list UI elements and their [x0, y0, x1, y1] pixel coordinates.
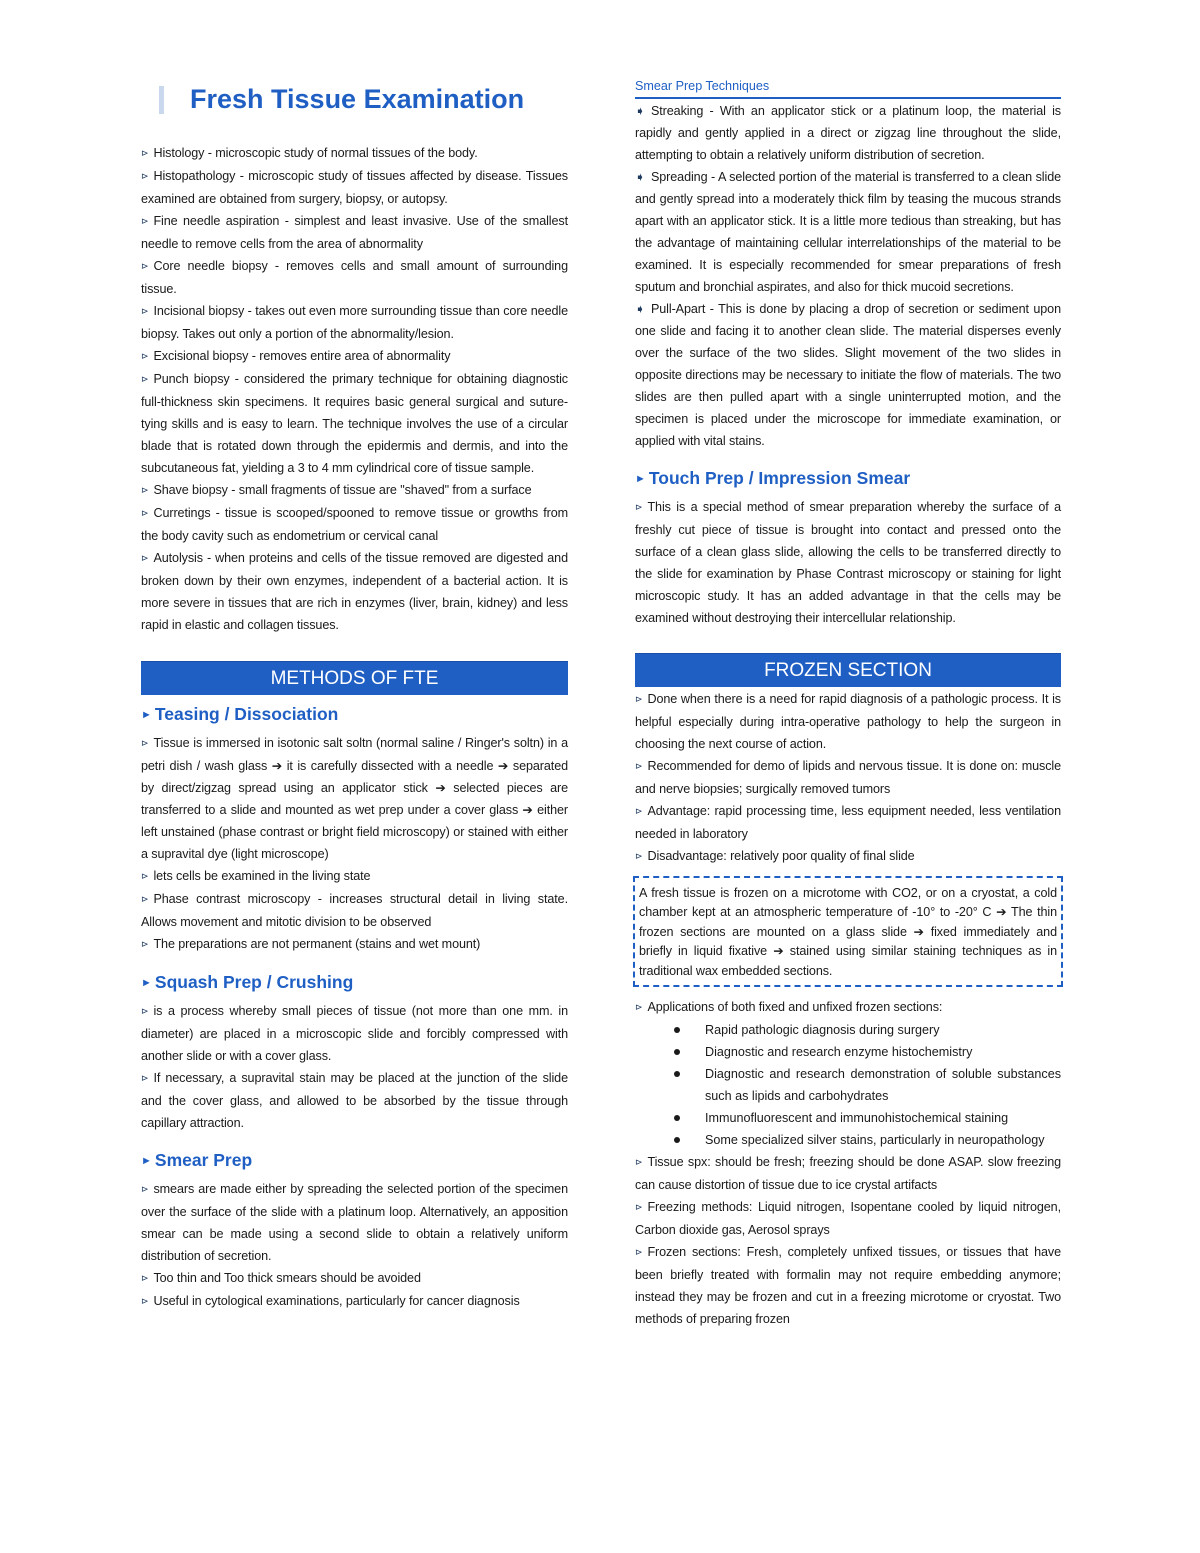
- bullet-icon: ⊳: [141, 1073, 149, 1083]
- frozen-section-banner: FROZEN SECTION: [635, 653, 1061, 687]
- heading-arrow-icon: ►: [141, 977, 152, 989]
- smear-heading: ► Smear Prep: [141, 1150, 253, 1170]
- applications-intro: ⊳ Applications of both fixed and unfixed frozen sections:: [635, 1000, 943, 1015]
- frozen-item: ⊳ Disadvantage: relatively poor quality of final slide: [635, 849, 915, 863]
- squash-list: [141, 1000, 568, 1134]
- bullet-icon: ⊳: [635, 1202, 643, 1213]
- bullet-icon: ⊳: [141, 894, 149, 904]
- bullet-icon: ⊳: [141, 216, 149, 226]
- teasing-item: ⊳ lets cells be examined in the living state: [141, 869, 371, 883]
- bullet-icon: ⊳: [635, 694, 643, 704]
- bullet-icon: ⊳: [635, 1247, 643, 1258]
- bullet-icon: ⊳: [141, 871, 149, 881]
- bullet-icon: ⊳: [141, 148, 149, 158]
- bullet-icon: ⊳: [141, 485, 149, 495]
- bullet-icon: ⊳: [141, 1296, 149, 1306]
- bullet-icon: ⊳: [635, 761, 643, 771]
- applications-list: [635, 1019, 1061, 1151]
- intro-item: ⊳ Shave biopsy - small fragments of tissue are "shaved" from a surface: [141, 483, 532, 497]
- squash-item: ⊳ is a process whereby small pieces of tissue (not more than one mm. in diameter) are placed in a microscopic slide and forcibly compressed with another slide or with a cover glass.: [141, 1004, 568, 1063]
- smear-techniques-list: [635, 100, 1061, 452]
- bullet-icon: ⊳: [141, 374, 149, 384]
- right-column: [635, 76, 1061, 1330]
- bullet-icon: ⊳: [635, 502, 643, 512]
- application-item: Immunofluorescent and immunohistochemical staining: [635, 1107, 1061, 1129]
- squash-item: ⊳ If necessary, a supravital stain may be placed at the junction of the slide and the cover glass, and allowed to be absorbed by the tissue through capillary attraction.: [141, 1071, 568, 1130]
- heading-arrow-icon: ►: [141, 1155, 152, 1167]
- technique-arrow-icon: ➧: [635, 170, 645, 184]
- intro-item: ⊳ Histology - microscopic study of normal tissues of the body.: [141, 146, 478, 160]
- smear-techniques-heading: Smear Prep Techniques: [635, 76, 1061, 99]
- frozen-tail-list: [635, 1151, 1061, 1330]
- teasing-heading: ► Teasing / Dissociation: [141, 704, 339, 724]
- frozen-item: ⊳ Advantage: rapid processing time, less equipment needed, less ventilation needed in laboratory: [635, 804, 1061, 841]
- frozen-tail-item: ⊳ Freezing methods: Liquid nitrogen, Isopentane cooled by liquid nitrogen, Carbon dioxide gas, Aerosol sprays: [635, 1200, 1061, 1238]
- heading-arrow-icon: ►: [141, 709, 152, 721]
- intro-item: ⊳ Incisional biopsy - takes out even more surrounding tissue than core needle biopsy. Takes out only a portion of the abnormality/lesion.: [141, 304, 568, 341]
- methods-banner: METHODS OF FTE: [141, 661, 568, 695]
- teasing-item: ⊳ Tissue is immersed in isotonic salt soltn (normal saline / Ringer's soltn) in a petri dish / wash glass ➔ it is carefully dissected with a needle ➔ separated by direct/zigzag spread using an applicator stick ➔ selected pieces are transferred to a slide and mounted as wet prep under a cover glass ➔ either left unstained (phase contrast or bright field microscopy) or stained with either a supravital dye (light microscope): [141, 736, 568, 861]
- bullet-icon: ⊳: [141, 306, 149, 316]
- squash-heading: ► Squash Prep / Crushing: [141, 972, 354, 992]
- technique-item: ➧ Spreading - A selected portion of the material is transferred to a clean slide and gently spread into a moderately thick film by teasing the mucous strands apart with an applicator stick. It is a little more tedious than streaking, but has the advantage of maintaining cellular interrelationships of the material to be examined. It is especially recommended for smear preparations of fresh sputum and bronchial aspirates, and also for thick mucoid secretions.: [635, 170, 1061, 294]
- bullet-icon: ⊳: [635, 1157, 643, 1168]
- intro-item: ⊳ Curretings - tissue is scooped/spooned to remove tissue or growths from the body cavity such as endometrium or cervical canal: [141, 506, 568, 543]
- frozen-process-text: A fresh tissue is frozen on a microtome with CO2, or on a cryostat, a cold chamber kept at an atmospheric temperature of -10° to -20° C ➔ The thin frozen sections are mounted on a glass slide ➔ fixed immediately and briefly in liquid fixative ➔ stained using similar staining techniques as in traditional wax embedded sections.: [639, 886, 1057, 978]
- title-accent-bar: [159, 86, 164, 114]
- intro-item: ⊳ Histopathology - microscopic study of tissues affected by disease. Tissues examined are obtained from surgery, biopsy, or autopsy.: [141, 169, 568, 206]
- application-item: Diagnostic and research enzyme histochemistry: [635, 1041, 1061, 1063]
- application-item: Diagnostic and research demonstration of soluble substances such as lipids and carbohydrates: [635, 1063, 1061, 1107]
- intro-item: ⊳ Autolysis - when proteins and cells of the tissue removed are digested and broken down by their own enzymes, independent of a bacterial action. It is more severe in tissues that are rich in enzymes (liver, brain, kidney) and less rapid in elastic and collagen tissues.: [141, 551, 568, 632]
- technique-arrow-icon: ➧: [635, 302, 645, 316]
- bullet-icon: ⊳: [635, 851, 643, 861]
- technique-arrow-icon: ➧: [635, 104, 645, 118]
- intro-item: ⊳ Excisional biopsy - removes entire area of abnormality: [141, 349, 451, 363]
- page-title: Fresh Tissue Examination: [190, 84, 525, 114]
- bullet-icon: ⊳: [141, 508, 149, 518]
- bullet-dot-icon: [674, 1071, 680, 1077]
- intro-item: ⊳ Core needle biopsy - removes cells and small amount of surrounding tissue.: [141, 259, 568, 296]
- smear-item: ⊳ Too thin and Too thick smears should be avoided: [141, 1271, 421, 1285]
- bullet-icon: ⊳: [141, 261, 149, 271]
- frozen-item: ⊳ Recommended for demo of lipids and nervous tissue. It is done on: muscle and nerve biopsies; surgically removed tumors: [635, 759, 1061, 796]
- application-item: Rapid pathologic diagnosis during surgery: [635, 1019, 1061, 1041]
- teasing-item: ⊳ Phase contrast microscopy - increases structural detail in living state. Allows movement and mitotic division to be observed: [141, 892, 568, 929]
- bullet-dot-icon: [674, 1049, 680, 1055]
- application-item: Some specialized silver stains, particularly in neuropathology: [635, 1129, 1061, 1151]
- touch-heading: ► Touch Prep / Impression Smear: [635, 468, 911, 488]
- touch-item: ⊳ This is a special method of smear preparation whereby the surface of a freshly cut piece of tissue is brought into contact and pressed onto the surface of a clean glass slide, allowing the cells to be transferred directly to the slide for examination by Phase Contrast microscopy or staining for light microscopic study. It has an added advantage in that the cells may be examined without destroying their intercellular relationship.: [635, 500, 1061, 625]
- heading-arrow-icon: ►: [635, 473, 646, 485]
- bullet-icon: ⊳: [141, 553, 149, 563]
- smear-list: [141, 1178, 568, 1313]
- frozen-list: [635, 688, 1061, 868]
- bullet-dot-icon: [674, 1115, 680, 1121]
- bullet-icon: ⊳: [141, 351, 149, 361]
- frozen-tail-item: ⊳ Tissue spx: should be fresh; freezing should be done ASAP. slow freezing can cause distortion of tissue due to ice crystal artifacts: [635, 1155, 1061, 1193]
- frozen-process-box: [633, 876, 1063, 987]
- bullet-icon: ⊳: [141, 171, 149, 181]
- bullet-dot-icon: [674, 1137, 680, 1143]
- frozen-item: ⊳ Done when there is a need for rapid diagnosis of a pathologic process. It is helpful especially during intra-operative pathology to help the surgeon in choosing the next course of action.: [635, 692, 1061, 751]
- intro-item: ⊳ Punch biopsy - considered the primary technique for obtaining diagnostic full-thickness skin specimens. It requires basic general surgical and suture-tying skills and is easy to learn. The technique involves the use of a circular blade that is rotated down through the epidermis and dermis, and into the subcutaneous fat, yielding a 3 to 4 mm cylindrical core of tissue sample.: [141, 372, 568, 475]
- smear-item: ⊳ Useful in cytological examinations, particularly for cancer diagnosis: [141, 1294, 520, 1308]
- touch-list: [635, 496, 1061, 629]
- bullet-icon: ⊳: [635, 806, 643, 816]
- left-column: [141, 142, 568, 1313]
- bullet-icon: ⊳: [141, 1273, 149, 1283]
- bullet-icon: ⊳: [141, 738, 149, 748]
- bullet-icon: ⊳: [141, 939, 149, 949]
- bullet-icon: ⊳: [141, 1184, 149, 1194]
- technique-item: ➧ Streaking - With an applicator stick or a platinum loop, the material is rapidly and gently applied in a direct or zigzag line throughout the slide, attempting to obtain a relatively uniform distribution of secretion.: [635, 104, 1061, 162]
- bullet-dot-icon: [674, 1027, 680, 1033]
- teasing-item: ⊳ The preparations are not permanent (stains and wet mount): [141, 937, 481, 951]
- frozen-tail-item: ⊳ Frozen sections: Fresh, completely unfixed tissues, or tissues that have been briefly treated with formalin may not require embedding anymore; instead they may be frozen and cut in a freezing microtome or cryostat. Two methods of preparing frozen: [635, 1245, 1061, 1327]
- intro-item: ⊳ Fine needle aspiration - simplest and least invasive. Use of the smallest needle to remove cells from the area of abnormality: [141, 214, 568, 251]
- intro-list: [141, 142, 568, 636]
- smear-item: ⊳ smears are made either by spreading the selected portion of the specimen over the surface of the slide with a platinum loop. Alternatively, an apposition smear can be made using a second slide to obtain a relatively uniform distribution of secretion.: [141, 1182, 568, 1263]
- bullet-icon: ⊳: [141, 1006, 149, 1016]
- bullet-icon: ⊳: [635, 1002, 643, 1013]
- teasing-list: [141, 732, 568, 956]
- technique-item: ➧ Pull-Apart - This is done by placing a drop of secretion or sediment upon one slide and facing it to another clean slide. The material disperses evenly over the surface of the two slides. Slight movement of the two slides in opposite directions may be necessary to initiate the flow of materials. The two slides are then pulled apart with a single uninterrupted motion, and the specimen is placed under the microscope for immediate examination, or applied with vital stains.: [635, 302, 1061, 448]
